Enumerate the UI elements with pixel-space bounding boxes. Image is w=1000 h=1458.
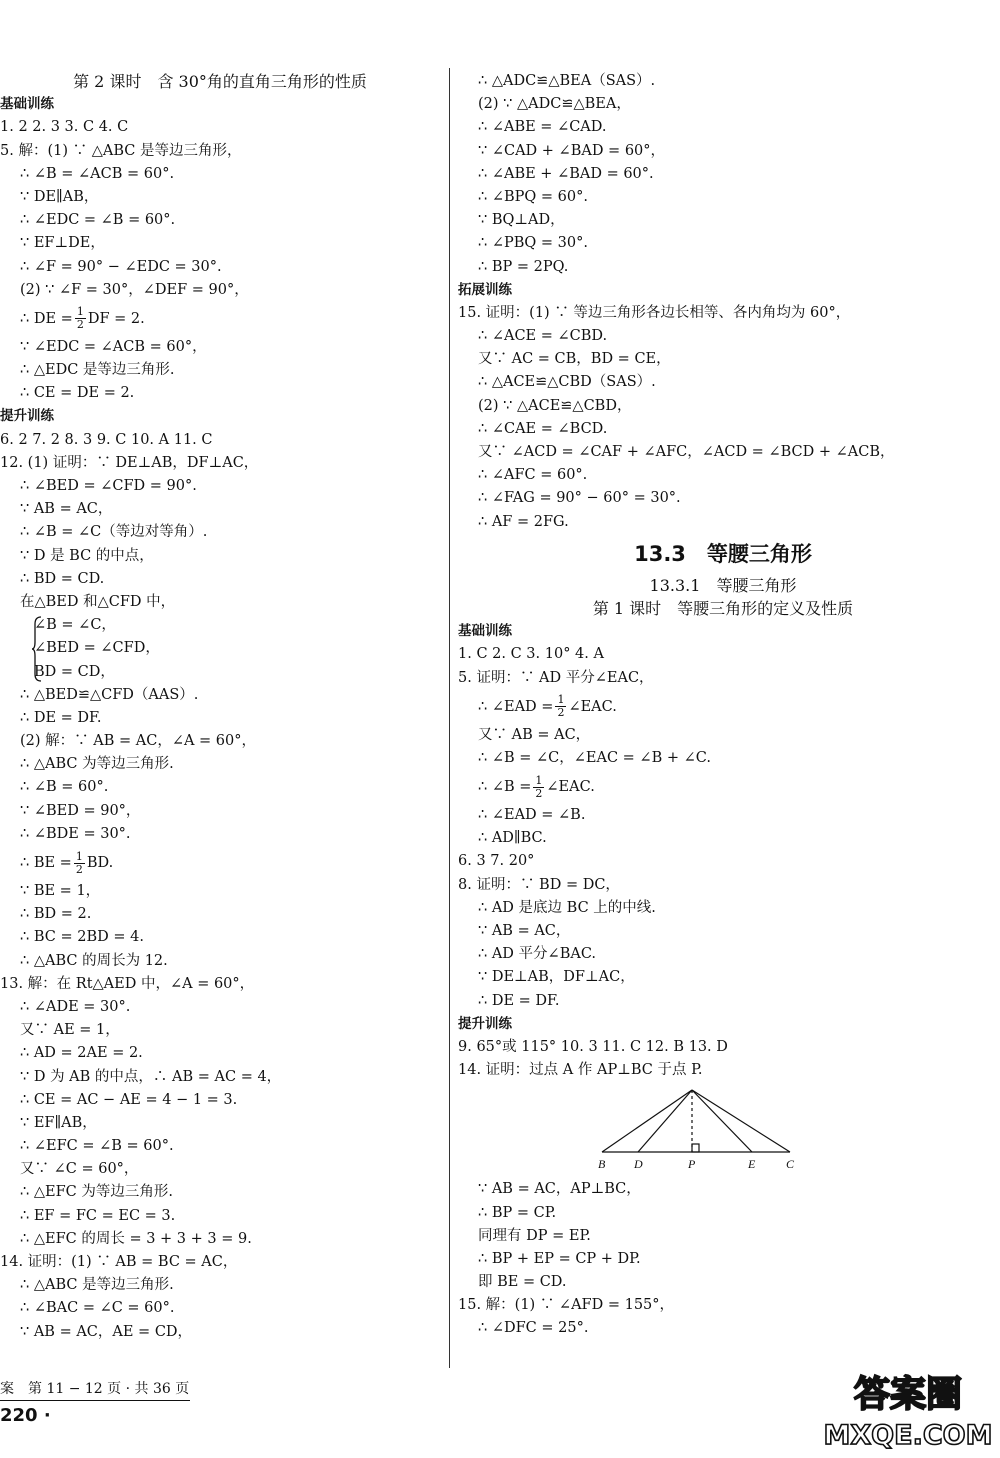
answer-line: ∴ △ABC 为等边三角形. xyxy=(20,756,174,773)
answer-line: ∴ ∠BPQ = 60°. xyxy=(478,188,588,205)
fraction-numerator: 1 xyxy=(76,305,84,319)
answer-line: ∴ △ACE≌△CBD（SAS）. xyxy=(478,374,656,391)
answer-line: 又∵ AC = CB，BD = CE， xyxy=(478,351,671,368)
fraction-prefix: ∴ DE = xyxy=(20,310,73,327)
fraction-prefix: ∴ ∠B = xyxy=(478,779,532,796)
answer-line: 1. 2 2. 3 3. C 4. C xyxy=(0,119,129,136)
answer-line: 6. 2 7. 2 8. 3 9. C 10. A 11. C xyxy=(0,431,213,448)
answer-line: 又∵ AB = AC， xyxy=(478,726,591,743)
answer-line: ∴ AD 是底边 BC 上的中线. xyxy=(478,899,656,916)
answer-line: ∴ ∠ACE = ∠CBD. xyxy=(478,328,608,345)
point-label-p: P xyxy=(688,1157,696,1172)
point-label-c: C xyxy=(786,1157,795,1172)
fraction-denominator: 2 xyxy=(76,318,84,332)
answer-line: ∴ BD = CD. xyxy=(20,570,105,587)
answer-line xyxy=(458,690,988,724)
answer-line: ∴ ∠B = ∠C，∠EAC = ∠B + ∠C. xyxy=(478,749,711,766)
answer-line: ∴ BP = 2PQ. xyxy=(478,258,569,275)
point-label-b: B xyxy=(598,1157,606,1172)
answer-line: (2) ∵ △ACE≌△CBD， xyxy=(478,397,632,414)
fraction xyxy=(533,775,544,800)
answer-line: ∴ ∠B = ∠C（等边对等角）. xyxy=(20,524,208,541)
column-divider xyxy=(449,68,450,1368)
answer-line: ∴ ∠FAG = 90° − 60° = 30°. xyxy=(478,490,681,507)
answer-line: 6. 3 7. 20° xyxy=(458,853,535,870)
section-title: 13.3 等腰三角形 xyxy=(634,541,812,566)
point-label-d: D xyxy=(634,1157,643,1172)
answer-line: ∵ BQ⊥AD， xyxy=(478,212,565,229)
answer-line: ∴ ∠BAC = ∠C = 60°. xyxy=(20,1300,175,1317)
answer-line: ∴ BP = CP. xyxy=(478,1204,557,1221)
answer-line: ∴ ∠B = ∠ACB = 60°. xyxy=(20,165,175,182)
brace-condition: BD = CD， xyxy=(34,663,115,680)
answer-line: ∴ ∠F = 90° − ∠EDC = 30°. xyxy=(20,258,222,275)
answer-line: (2) 解：∵ AB = AC，∠A = 60°， xyxy=(20,733,257,750)
subsection-title: 13.3.1 等腰三角形 xyxy=(649,575,797,595)
answer-line: ∴ △EFC 的周长 = 3 + 3 + 3 = 9. xyxy=(20,1230,252,1247)
answer-line: ∴ DE = DF. xyxy=(478,992,560,1009)
answer-line: ∵ BE = 1， xyxy=(20,883,101,899)
triangle-figure xyxy=(458,1082,988,1178)
answer-line: 同理有 DP = EP. xyxy=(478,1227,591,1244)
answer-line: ∴ BP + EP = CP + DP. xyxy=(478,1250,641,1267)
answer-line: ∵ D 为 AB 的中点，∴ AB = AC = 4， xyxy=(20,1068,282,1085)
fraction-denominator: 2 xyxy=(557,706,565,720)
left-brace xyxy=(32,616,42,682)
answer-line: ∴ △ABC 是等边三角形. xyxy=(20,1277,174,1294)
fraction-suffix: ∠EAC. xyxy=(568,698,617,715)
left-column xyxy=(0,70,440,1344)
answer-line: ∴ ∠EDC = ∠B = 60°. xyxy=(20,212,176,229)
page-number: 220 · xyxy=(0,1405,51,1426)
answer-line: 5. 证明：∵ AD 平分∠EAC， xyxy=(458,669,654,686)
answer-line: ∵ EF⊥DE， xyxy=(20,235,105,252)
answer-line: ∴ △ADC≌△BEA（SAS）. xyxy=(478,73,656,89)
answer-line: ∵ ∠CAD + ∠BAD = 60°， xyxy=(478,142,666,159)
fraction-prefix: ∴ ∠EAD = xyxy=(478,698,554,715)
fraction-numerator: 1 xyxy=(557,693,565,707)
answer-line: ∵ DE⊥AB，DF⊥AC， xyxy=(478,969,635,986)
answer-line: ∴ ∠EFC = ∠B = 60°. xyxy=(20,1138,174,1155)
answer-line: ∴ ∠B = 60°. xyxy=(20,779,109,796)
page-footer xyxy=(0,1378,190,1426)
watermark-title: 答案圈 xyxy=(853,1374,963,1415)
fraction-suffix: DF = 2. xyxy=(87,310,145,327)
right-column xyxy=(458,70,988,1341)
answer-line: 又∵ AE = 1， xyxy=(20,1022,120,1039)
answer-line: ∴ BC = 2BD = 4. xyxy=(20,929,144,946)
answer-line: ∴ ∠DFC = 25°. xyxy=(478,1320,589,1337)
answer-line: ∵ ∠EDC = ∠ACB = 60°， xyxy=(20,338,207,355)
answer-line: ∵ AB = AC，AE = CD， xyxy=(20,1323,193,1340)
watermark-url: MXQE.COM xyxy=(823,1420,993,1450)
answer-line: ∵ EF∥AB， xyxy=(20,1114,97,1131)
answer-line: ∴ DE = DF. xyxy=(20,709,102,726)
answer-line: ∴ ∠BED = ∠CFD = 90°. xyxy=(20,478,197,494)
answer-line: ∴ ∠ADE = 30°. xyxy=(20,998,131,1015)
watermark-logo xyxy=(820,1368,996,1450)
brace-condition: ∠BED = ∠CFD， xyxy=(34,640,160,657)
answer-line: ∴ BD = 2. xyxy=(20,906,92,923)
answer-line: ∵ DE∥AB， xyxy=(20,188,99,205)
answer-line: 又∵ ∠ACD = ∠CAF + ∠AFC，∠ACD = ∠BCD + ∠ACB， xyxy=(478,444,895,460)
answer-line: 15. 解：(1) ∵ ∠AFD = 155°， xyxy=(458,1297,675,1314)
fraction-numerator: 1 xyxy=(535,773,543,787)
answer-line: 14. 证明：过点 A 作 AP⊥BC 于点 P. xyxy=(458,1062,703,1079)
fraction-denominator: 2 xyxy=(75,862,83,876)
page-range: 案 第 11 − 12 页 · 共 36 页 xyxy=(0,1378,190,1401)
fraction xyxy=(555,694,566,719)
fraction-numerator: 1 xyxy=(75,849,83,863)
lesson-title: 第 2 课时 含 30°角的直角三角形的性质 xyxy=(73,72,367,91)
answer-line: (2) ∵ ∠F = 30°，∠DEF = 90°， xyxy=(20,281,249,298)
answer-line: 9. 65°或 115° 10. 3 11. C 12. B 13. D xyxy=(458,1038,728,1055)
answer-line: 8. 证明：∵ BD = DC， xyxy=(458,876,620,893)
answer-line: ∴ AD 平分∠BAC. xyxy=(478,946,597,963)
brace-group xyxy=(0,614,440,684)
brace-condition: ∠B = ∠C， xyxy=(34,617,116,634)
answer-line: 又∵ ∠C = 60°， xyxy=(20,1161,139,1178)
answer-line: ∴ AD = 2AE = 2. xyxy=(20,1045,143,1062)
answer-line: ∵ ∠BED = 90°， xyxy=(20,802,141,819)
answer-line xyxy=(0,846,440,880)
fraction-suffix: ∠EAC. xyxy=(546,779,595,796)
fraction xyxy=(75,306,86,331)
answer-line: ∴ △EDC 是等边三角形. xyxy=(20,362,175,379)
answer-line: ∴ AD∥BC. xyxy=(478,830,547,847)
answer-line: ∴ △BED≌△CFD（AAS）. xyxy=(20,686,199,703)
answer-line: ∴ △EFC 为等边三角形. xyxy=(20,1184,173,1201)
lesson-title: 第 1 课时 等腰三角形的定义及性质 xyxy=(592,598,854,618)
answer-line: ∴ CE = DE = 2. xyxy=(20,385,135,402)
answer-line: 在△BED 和△CFD 中， xyxy=(20,593,176,610)
answer-line: ∵ AB = AC， xyxy=(478,923,571,939)
answer-line: ∴ ∠EAD = ∠B. xyxy=(478,807,586,824)
fraction-suffix: BD. xyxy=(86,855,114,871)
answer-line: ∴ CE = AC − AE = 4 − 1 = 3. xyxy=(20,1091,238,1108)
section-heading: 基础训练 xyxy=(0,96,54,113)
section-heading: 拓展训练 xyxy=(458,281,512,298)
answer-line: ∴ ∠PBQ = 30°. xyxy=(478,235,588,252)
answer-line: 12. (1) 证明：∵ DE⊥AB，DF⊥AC， xyxy=(0,454,259,471)
answer-line: 5. 解：(1) ∵ △ABC 是等边三角形， xyxy=(0,142,242,159)
answer-line: ∴ ∠ABE = ∠CAD. xyxy=(478,119,607,136)
answer-line xyxy=(0,302,440,336)
point-label-e: E xyxy=(748,1157,756,1172)
answer-line: 即 BE = CD. xyxy=(478,1274,567,1291)
answer-line: ∴ ∠CAE = ∠BCD. xyxy=(478,420,608,437)
answer-line: ∴ AF = 2FG. xyxy=(478,513,569,530)
answer-line: ∴ △ABC 的周长为 12. xyxy=(20,952,168,969)
section-heading: 提升训练 xyxy=(458,1015,512,1032)
answer-line: ∴ ∠BDE = 30°. xyxy=(20,825,131,842)
answer-line: 14. 证明：(1) ∵ AB = BC = AC， xyxy=(0,1254,238,1270)
fraction xyxy=(74,851,85,876)
triangle-diagram xyxy=(458,1082,988,1178)
fraction-denominator: 2 xyxy=(535,786,543,800)
answer-line: ∵ D 是 BC 的中点， xyxy=(20,547,154,564)
section-heading: 提升训练 xyxy=(0,408,54,425)
answer-line: ∴ ∠AFC = 60°. xyxy=(478,467,588,484)
answer-line: ∴ EF = FC = EC = 3. xyxy=(20,1207,176,1224)
answer-line: 13. 解：在 Rt△AED 中，∠A = 60°， xyxy=(0,975,255,992)
answer-line: ∵ AB = AC， xyxy=(20,501,113,518)
answer-line: ∵ AB = AC，AP⊥BC， xyxy=(478,1181,641,1198)
fraction-prefix: ∴ BE = xyxy=(20,855,72,871)
section-heading: 基础训练 xyxy=(458,623,512,640)
answer-line: ∴ ∠ABE + ∠BAD = 60°. xyxy=(478,165,654,182)
answer-line: 15. 证明：(1) ∵ 等边三角形各边长相等、各内角均为 60°， xyxy=(458,304,851,321)
answer-line: (2) ∵ △ADC≌△BEA， xyxy=(478,96,631,113)
answer-line: 1. C 2. C 3. 10° 4. A xyxy=(458,646,604,663)
answer-line xyxy=(458,770,988,804)
